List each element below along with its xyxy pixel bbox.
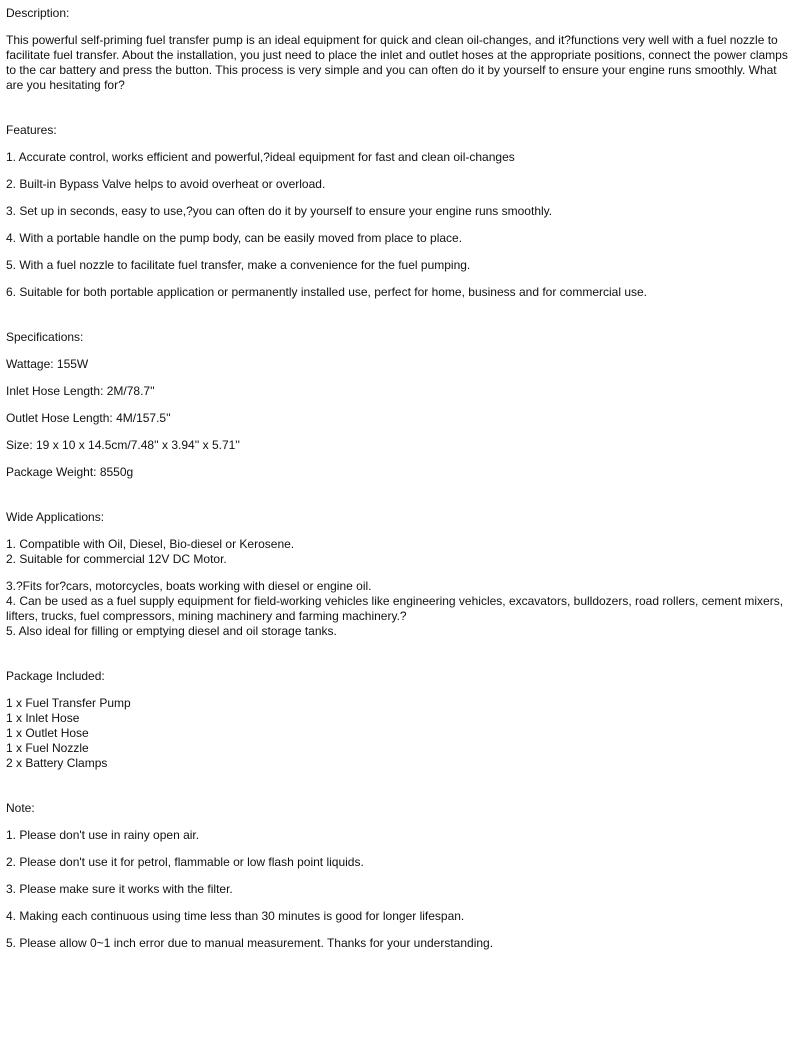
feature-item: 2. Built-in Bypass Valve helps to avoid overheat or overload. bbox=[6, 177, 326, 191]
application-item: 1. Compatible with Oil, Diesel, Bio-diesel or Kerosene. bbox=[6, 537, 295, 551]
package-item: 1 x Inlet Hose bbox=[6, 711, 80, 725]
note-list bbox=[6, 828, 796, 951]
feature-item: 5. With a fuel nozzle to facilitate fuel transfer, make a convenience for the fuel pumping. bbox=[6, 258, 471, 272]
package-item: 2 x Battery Clamps bbox=[6, 756, 108, 770]
package-item: 1 x Outlet Hose bbox=[6, 726, 89, 740]
specifications-heading: Specifications: bbox=[6, 330, 84, 344]
package-section bbox=[6, 669, 796, 771]
specifications-section bbox=[6, 330, 796, 480]
spec-item-inlet-hose: Inlet Hose Length: 2M/78.7'' bbox=[6, 384, 155, 398]
feature-item: 6. Suitable for both portable application or permanently installed use, perfect for home, business and for commercial use. bbox=[6, 285, 648, 299]
applications-heading: Wide Applications: bbox=[6, 510, 105, 524]
application-item: 5. Also ideal for filling or emptying diesel and oil storage tanks. bbox=[6, 624, 337, 638]
spec-item-size: Size: 19 x 10 x 14.5cm/7.48'' x 3.94'' x 5.71'' bbox=[6, 438, 240, 452]
description-section bbox=[6, 6, 796, 93]
applications-list-group-2 bbox=[6, 579, 796, 639]
note-section bbox=[6, 801, 796, 951]
note-item: 2. Please don't use it for petrol, flammable or low flash point liquids. bbox=[6, 855, 364, 869]
feature-item: 4. With a portable handle on the pump body, can be easily moved from place to place. bbox=[6, 231, 463, 245]
spec-item-wattage: Wattage: 155W bbox=[6, 357, 89, 371]
package-list bbox=[6, 696, 796, 771]
applications-list-group-1 bbox=[6, 537, 796, 567]
note-item: 1. Please don't use in rainy open air. bbox=[6, 828, 200, 842]
application-item: 4. Can be used as a fuel supply equipment for field-working vehicles like engineering vehicles, excavators, bulldozers, road rollers, cement mixers, lifters, trucks, fuel compressors, mining machinery and farming machinery.? bbox=[6, 594, 784, 623]
note-item: 5. Please allow 0~1 inch error due to manual measurement. Thanks for your understanding. bbox=[6, 936, 494, 950]
description-text: This powerful self-priming fuel transfer pump is an ideal equipment for quick and clean oil-changes, and it?functions very well with a fuel nozzle to facilitate fuel transfer. About the installation, you just need to place the inlet and outlet hoses at the appropriate positions, connect the power clamps to the car battery and press the button. This process is very simple and you can often do it by yourself to ensure your engine runs smoothly. What are you hesitating for? bbox=[6, 33, 788, 92]
description-heading: Description: bbox=[6, 6, 70, 20]
note-item: 4. Making each continuous using time less than 30 minutes is good for longer lifespan. bbox=[6, 909, 465, 923]
features-heading: Features: bbox=[6, 123, 57, 137]
product-description-document bbox=[6, 6, 796, 951]
application-item: 2. Suitable for commercial 12V DC Motor. bbox=[6, 552, 227, 566]
package-heading: Package Included: bbox=[6, 669, 105, 683]
feature-item: 3. Set up in seconds, easy to use,?you can often do it by yourself to ensure your engine runs smoothly. bbox=[6, 204, 553, 218]
note-item: 3. Please make sure it works with the filter. bbox=[6, 882, 233, 896]
spec-item-weight: Package Weight: 8550g bbox=[6, 465, 134, 479]
package-item: 1 x Fuel Nozzle bbox=[6, 741, 89, 755]
spec-item-outlet-hose: Outlet Hose Length: 4M/157.5'' bbox=[6, 411, 171, 425]
applications-section bbox=[6, 510, 796, 639]
features-section bbox=[6, 123, 796, 300]
package-item: 1 x Fuel Transfer Pump bbox=[6, 696, 131, 710]
application-item: 3.?Fits for?cars, motorcycles, boats working with diesel or engine oil. bbox=[6, 579, 372, 593]
features-list bbox=[6, 150, 796, 300]
specifications-list bbox=[6, 357, 796, 480]
note-heading: Note: bbox=[6, 801, 35, 815]
feature-item: 1. Accurate control, works efficient and powerful,?ideal equipment for fast and clean oil-changes bbox=[6, 150, 515, 164]
